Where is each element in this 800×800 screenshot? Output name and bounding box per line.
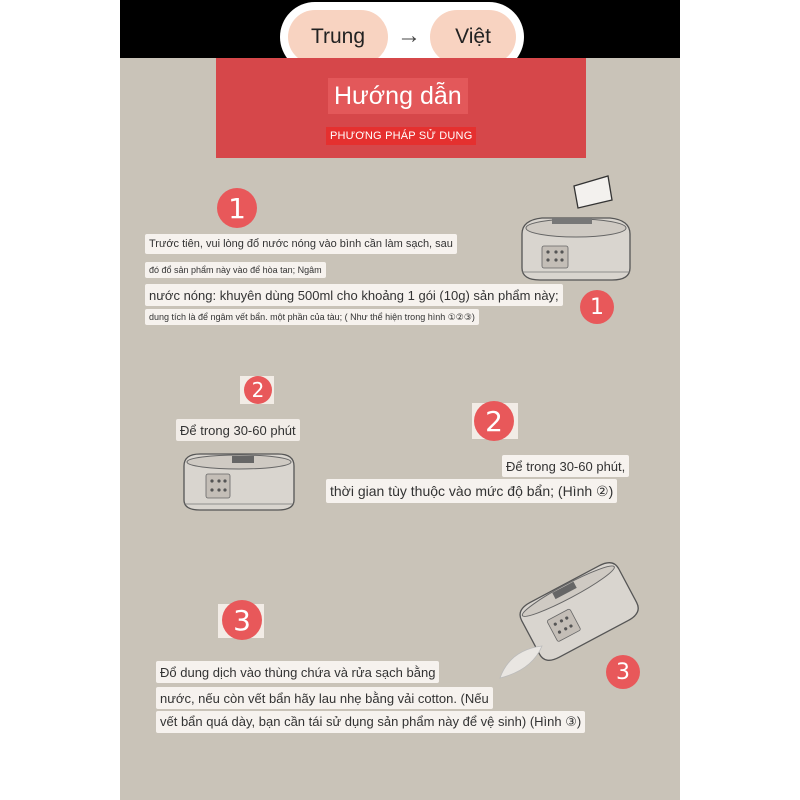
step-3-line-2: nước, nếu còn vết bẩn hãy lau nhẹ bằng vải cotton. (Nếu: [156, 687, 493, 709]
step-1-line-3: nước nóng: khuyên dùng 500ml cho khoảng 1 gói (10g) sản phẩm này;: [145, 284, 563, 306]
device-illustration-2: [178, 448, 300, 518]
arrow-right-icon[interactable]: →: [397, 22, 421, 49]
step-1-badge: 1: [217, 188, 257, 228]
page-subtitle: PHƯƠNG PHÁP SỬ DỤNG: [326, 127, 476, 145]
instruction-poster: [120, 0, 680, 800]
step-2-left-caption: Để trong 30-60 phút: [176, 419, 300, 441]
step-2-left-badge: 2: [244, 376, 272, 404]
step-1-line-4: dung tích là để ngâm vết bẩn. một phần của tàu; ( Như thể hiện trong hình ①②③): [145, 309, 479, 325]
step-2-right-badge: 2: [474, 401, 514, 441]
figure-3-badge: 3: [606, 655, 640, 689]
step-2-line-2: thời gian tùy thuộc vào mức độ bẩn; (Hình ②): [326, 479, 617, 503]
header-banner: [216, 58, 586, 158]
step-3-badge: 3: [222, 600, 262, 640]
step-1-line-2: đó đổ sản phẩm này vào để hòa tan; Ngâm: [145, 262, 326, 278]
page-title: Hướng dẫn: [328, 78, 468, 114]
step-1-line-1: Trước tiên, vui lòng đổ nước nóng vào bình cần làm sạch, sau: [145, 234, 457, 254]
step-2-line-1: Để trong 30-60 phút,: [502, 455, 629, 477]
target-language-button[interactable]: Việt: [430, 10, 516, 64]
figure-1-badge: 1: [580, 290, 614, 324]
water-stream-icon: [496, 640, 546, 682]
step-3-line-1: Đổ dung dịch vào thùng chứa và rửa sạch bằng: [156, 661, 439, 683]
step-3-line-3: vết bẩn quá dày, bạn cần tái sử dụng sản phẩm này để vệ sinh) (Hình ③): [156, 711, 585, 733]
source-language-button[interactable]: Trung: [288, 10, 388, 64]
device-illustration-1: [512, 172, 642, 292]
